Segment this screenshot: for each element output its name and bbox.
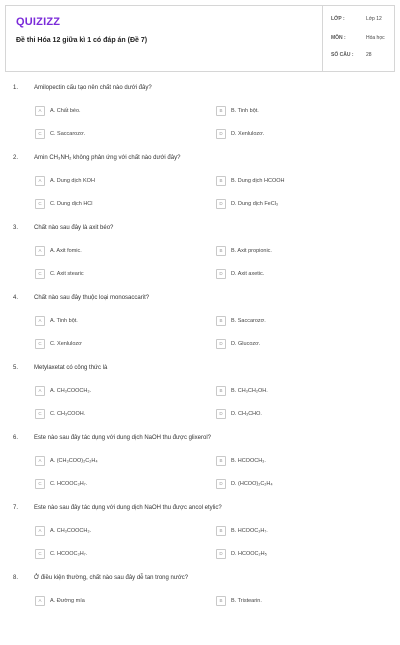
answer-option[interactable] <box>216 175 374 186</box>
answer-option[interactable] <box>216 595 374 606</box>
option-letter-box: C <box>35 269 45 279</box>
option-text: D. Xenlulozơ. <box>231 130 265 137</box>
question-number: 4. <box>13 295 19 301</box>
option-letter-box: C <box>35 549 45 559</box>
option-text: B. Tristearin. <box>231 597 262 604</box>
option-letter-box: A <box>35 176 45 186</box>
option-letter-box: C <box>35 199 45 209</box>
meta-label: LỚP : <box>331 16 345 22</box>
question-text: Chất nào sau đây là axit béo? <box>34 225 114 231</box>
option-letter-box: B <box>216 596 226 606</box>
question-item <box>0 365 400 435</box>
answer-option[interactable] <box>35 595 193 606</box>
answer-option[interactable] <box>216 478 374 489</box>
option-letter-box: A <box>35 106 45 116</box>
question-number: 2. <box>13 155 19 161</box>
worksheet-page <box>0 5 400 605</box>
answer-option[interactable] <box>216 385 374 396</box>
answer-option[interactable] <box>35 315 193 326</box>
option-text: A. Tinh bột. <box>50 317 78 324</box>
answer-option[interactable] <box>216 128 374 139</box>
option-text: D. Axit axetic. <box>231 270 265 277</box>
answer-option[interactable] <box>216 338 374 349</box>
question-number: 8. <box>13 575 19 581</box>
option-letter-box: D <box>216 199 226 209</box>
option-text: C. CH₃COOH. <box>50 410 86 417</box>
meta-class <box>331 16 382 22</box>
option-text: C. Xenlulozơ <box>50 340 82 347</box>
answer-option[interactable] <box>35 455 193 466</box>
option-text: A. Chất béo. <box>50 107 81 114</box>
option-letter-box: C <box>35 409 45 419</box>
option-letter-box: D <box>216 129 226 139</box>
option-text: C. HCOOC₃H₇. <box>50 550 88 557</box>
meta-value: Hóa học <box>366 35 385 41</box>
option-text: A. CH₃COOCH₃. <box>50 527 92 534</box>
option-text: D. Glucozơ. <box>231 340 261 347</box>
option-letter-box: B <box>216 176 226 186</box>
answer-option[interactable] <box>35 525 193 536</box>
question-text: Chất nào sau đây thuộc loại monosaccarit? <box>34 295 150 301</box>
option-letter-box: A <box>35 386 45 396</box>
option-text: A. CH₃COOCH₃. <box>50 387 92 394</box>
answer-option[interactable] <box>216 268 374 279</box>
question-number: 6. <box>13 435 19 441</box>
option-letter-box: B <box>216 106 226 116</box>
question-item <box>0 225 400 295</box>
answer-option[interactable] <box>35 548 193 559</box>
option-text: D. (HCOO)₂C₂H₄ <box>231 480 273 487</box>
option-letter-box: D <box>216 269 226 279</box>
option-text: D. Dung dịch FeCl₃ <box>231 200 279 207</box>
answer-option[interactable] <box>35 245 193 256</box>
answer-option[interactable] <box>35 128 193 139</box>
answer-option[interactable] <box>216 315 374 326</box>
option-text: D. HCOOC₂H₅ <box>231 550 267 557</box>
question-text: Amin CH₃NH₂ không phản ứng với chất nào dưới đây? <box>34 155 181 161</box>
option-letter-box: C <box>35 479 45 489</box>
option-letter-box: D <box>216 549 226 559</box>
option-letter-box: C <box>35 339 45 349</box>
option-text: C. Dung dịch HCl <box>50 200 93 207</box>
answer-option[interactable] <box>35 198 193 209</box>
option-text: B. Dung dịch HCOOH <box>231 177 285 184</box>
question-item <box>0 155 400 225</box>
option-letter-box: C <box>35 129 45 139</box>
question-item <box>0 295 400 365</box>
option-letter-box: B <box>216 456 226 466</box>
answer-option[interactable] <box>35 408 193 419</box>
question-text: Metylaxetat có công thức là <box>34 365 108 371</box>
answer-option[interactable] <box>216 408 374 419</box>
option-text: A. Đường mía <box>50 597 85 604</box>
meta-subject <box>331 35 385 41</box>
worksheet-header <box>5 5 395 72</box>
question-number: 5. <box>13 365 19 371</box>
question-item <box>0 505 400 575</box>
option-text: B. Tinh bột. <box>231 107 259 114</box>
option-text: C. Saccarozơ. <box>50 130 86 137</box>
question-text: Amilopectin cấu tạo nên chất nào dưới đây? <box>34 85 152 91</box>
option-text: C. HCOOC₃H₇. <box>50 480 88 487</box>
answer-option[interactable] <box>35 478 193 489</box>
option-text: B. HCOOCH₃. <box>231 457 266 464</box>
answer-option[interactable] <box>216 245 374 256</box>
quizizz-logo[interactable]: QUIZIZZ <box>16 16 61 28</box>
answer-option[interactable] <box>35 268 193 279</box>
meta-label: MÔN : <box>331 35 346 41</box>
option-letter-box: B <box>216 316 226 326</box>
question-item <box>0 85 400 155</box>
option-letter-box: D <box>216 479 226 489</box>
question-number: 1. <box>13 85 19 91</box>
option-letter-box: D <box>216 409 226 419</box>
meta-label: SỐ CÂU : <box>331 52 354 58</box>
option-letter-box: A <box>35 316 45 326</box>
question-text: Ở điều kiện thường, chất nào sau đây dễ tan trong nước? <box>34 575 189 581</box>
option-text: A. (CH₃COO)₂C₂H₄ <box>50 457 98 464</box>
option-text: B. Axit propionic. <box>231 247 272 254</box>
answer-option[interactable] <box>35 175 193 186</box>
answer-option[interactable] <box>35 338 193 349</box>
option-letter-box: A <box>35 456 45 466</box>
option-letter-box: A <box>35 246 45 256</box>
option-text: A. Axit fomic. <box>50 247 82 254</box>
option-letter-box: B <box>216 246 226 256</box>
option-text: B. CH₃CH₂OH. <box>231 387 268 394</box>
option-letter-box: B <box>216 386 226 396</box>
option-text: C. Axit stearic <box>50 270 84 277</box>
option-text: A. Dung dịch KOH <box>50 177 95 184</box>
option-letter-box: D <box>216 339 226 349</box>
answer-option[interactable] <box>35 385 193 396</box>
answer-option[interactable] <box>216 198 374 209</box>
answer-option[interactable] <box>216 548 374 559</box>
question-text: Este nào sau đây tác dụng với dung dịch NaOH thu được glixerol? <box>34 435 211 441</box>
worksheet-title: Đề thi Hóa 12 giữa kì 1 có đáp án (Đề 7) <box>16 37 148 44</box>
answer-option[interactable] <box>216 455 374 466</box>
question-item <box>0 575 400 645</box>
answer-option[interactable] <box>35 105 193 116</box>
option-letter-box: A <box>35 596 45 606</box>
meta-question-count <box>331 52 372 58</box>
question-number: 3. <box>13 225 19 231</box>
option-letter-box: A <box>35 526 45 536</box>
worksheet-meta <box>322 6 400 71</box>
option-text: D. CH₃CHO. <box>231 410 262 417</box>
meta-value: Lớp 12 <box>366 16 382 22</box>
answer-option[interactable] <box>216 525 374 536</box>
question-number: 7. <box>13 505 19 511</box>
meta-value: 28 <box>366 52 372 58</box>
option-text: B. Saccarozơ. <box>231 317 266 324</box>
option-text: B. HCOOC₃H₇. <box>231 527 268 534</box>
question-item <box>0 435 400 505</box>
answer-option[interactable] <box>216 105 374 116</box>
question-text: Este nào sau đây tác dụng với dung dịch NaOH thu được ancol etylic? <box>34 505 222 511</box>
option-letter-box: B <box>216 526 226 536</box>
